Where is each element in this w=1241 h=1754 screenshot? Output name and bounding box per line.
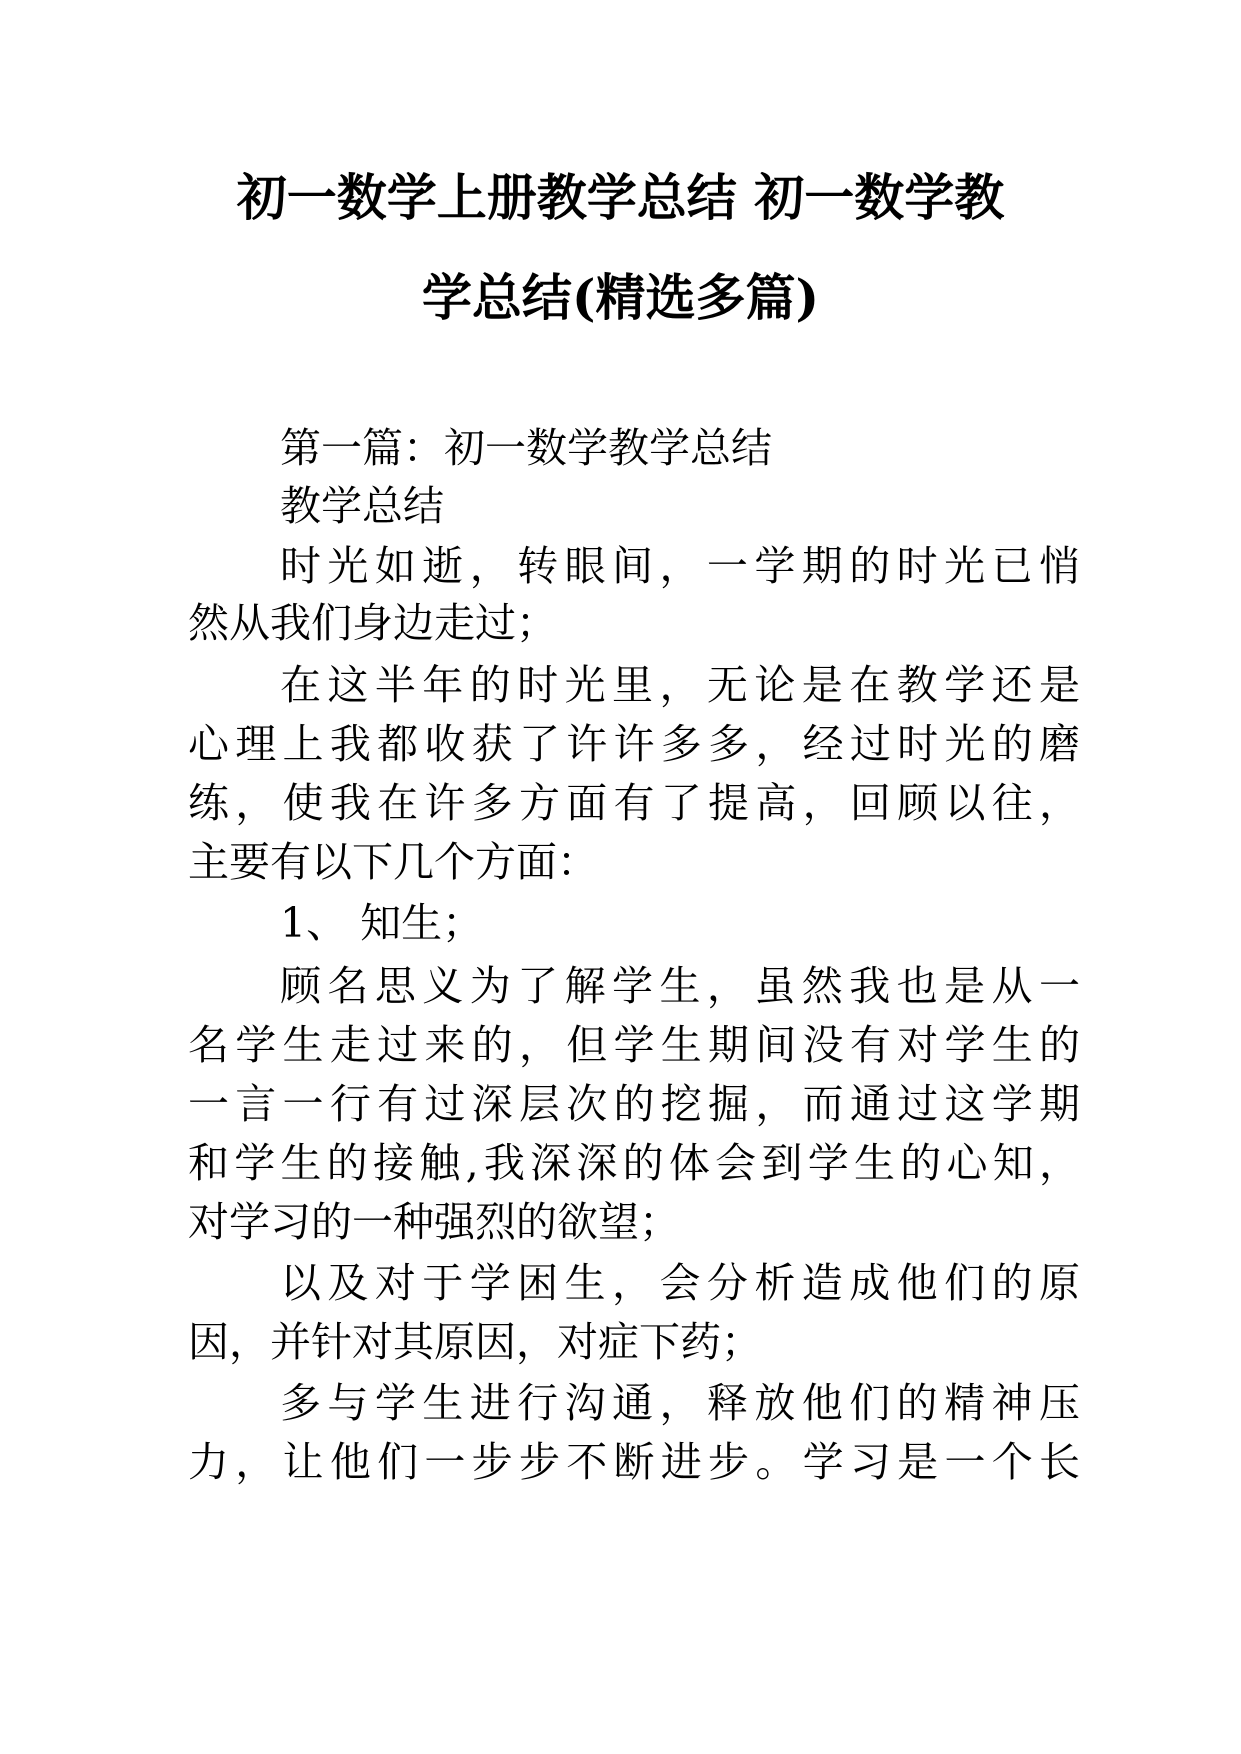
document-title-line-1: 初一数学上册教学总结 初一数学教 — [236, 168, 1005, 227]
paragraph-line: 心理上我都收获了许许多多，经过时光的磨 — [188, 720, 1080, 768]
list-item: 1、 知生； — [280, 899, 484, 947]
section-heading: 第一篇：初一数学教学总结 — [280, 424, 772, 472]
paragraph-line: 多与学生进行沟通，释放他们的精神压 — [280, 1379, 1080, 1427]
subheading: 教学总结 — [280, 482, 444, 530]
paragraph-line: 然从我们身边走过； — [188, 599, 557, 647]
document-title-line-2: 学总结(精选多篇) — [421, 268, 820, 327]
paragraph-line: 力，让他们一步步不断进步。学习是一个长 — [188, 1438, 1080, 1486]
paragraph-line: 以及对于学困生，会分析造成他们的原 — [280, 1259, 1080, 1307]
paragraph-line: 和学生的接触,我深深的体会到学生的心知， — [188, 1139, 1080, 1187]
paragraph-line: 练，使我在许多方面有了提高，回顾以往， — [188, 779, 1080, 827]
paragraph-line: 在这半年的时光里，无论是在教学还是 — [280, 661, 1080, 709]
paragraph-line: 一言一行有过深层次的挖掘，而通过这学期 — [188, 1080, 1080, 1128]
paragraph-line: 名学生走过来的，但学生期间没有对学生的 — [188, 1021, 1080, 1069]
paragraph-line: 对学习的一种强烈的欲望； — [188, 1198, 680, 1246]
paragraph-line: 主要有以下几个方面： — [188, 838, 598, 886]
paragraph-line: 顾名思义为了解学生，虽然我也是从一 — [280, 962, 1080, 1010]
paragraph-line: 因，并针对其原因，对症下药； — [188, 1318, 762, 1366]
paragraph-line: 时光如逝，转眼间，一学期的时光已悄 — [280, 542, 1080, 590]
